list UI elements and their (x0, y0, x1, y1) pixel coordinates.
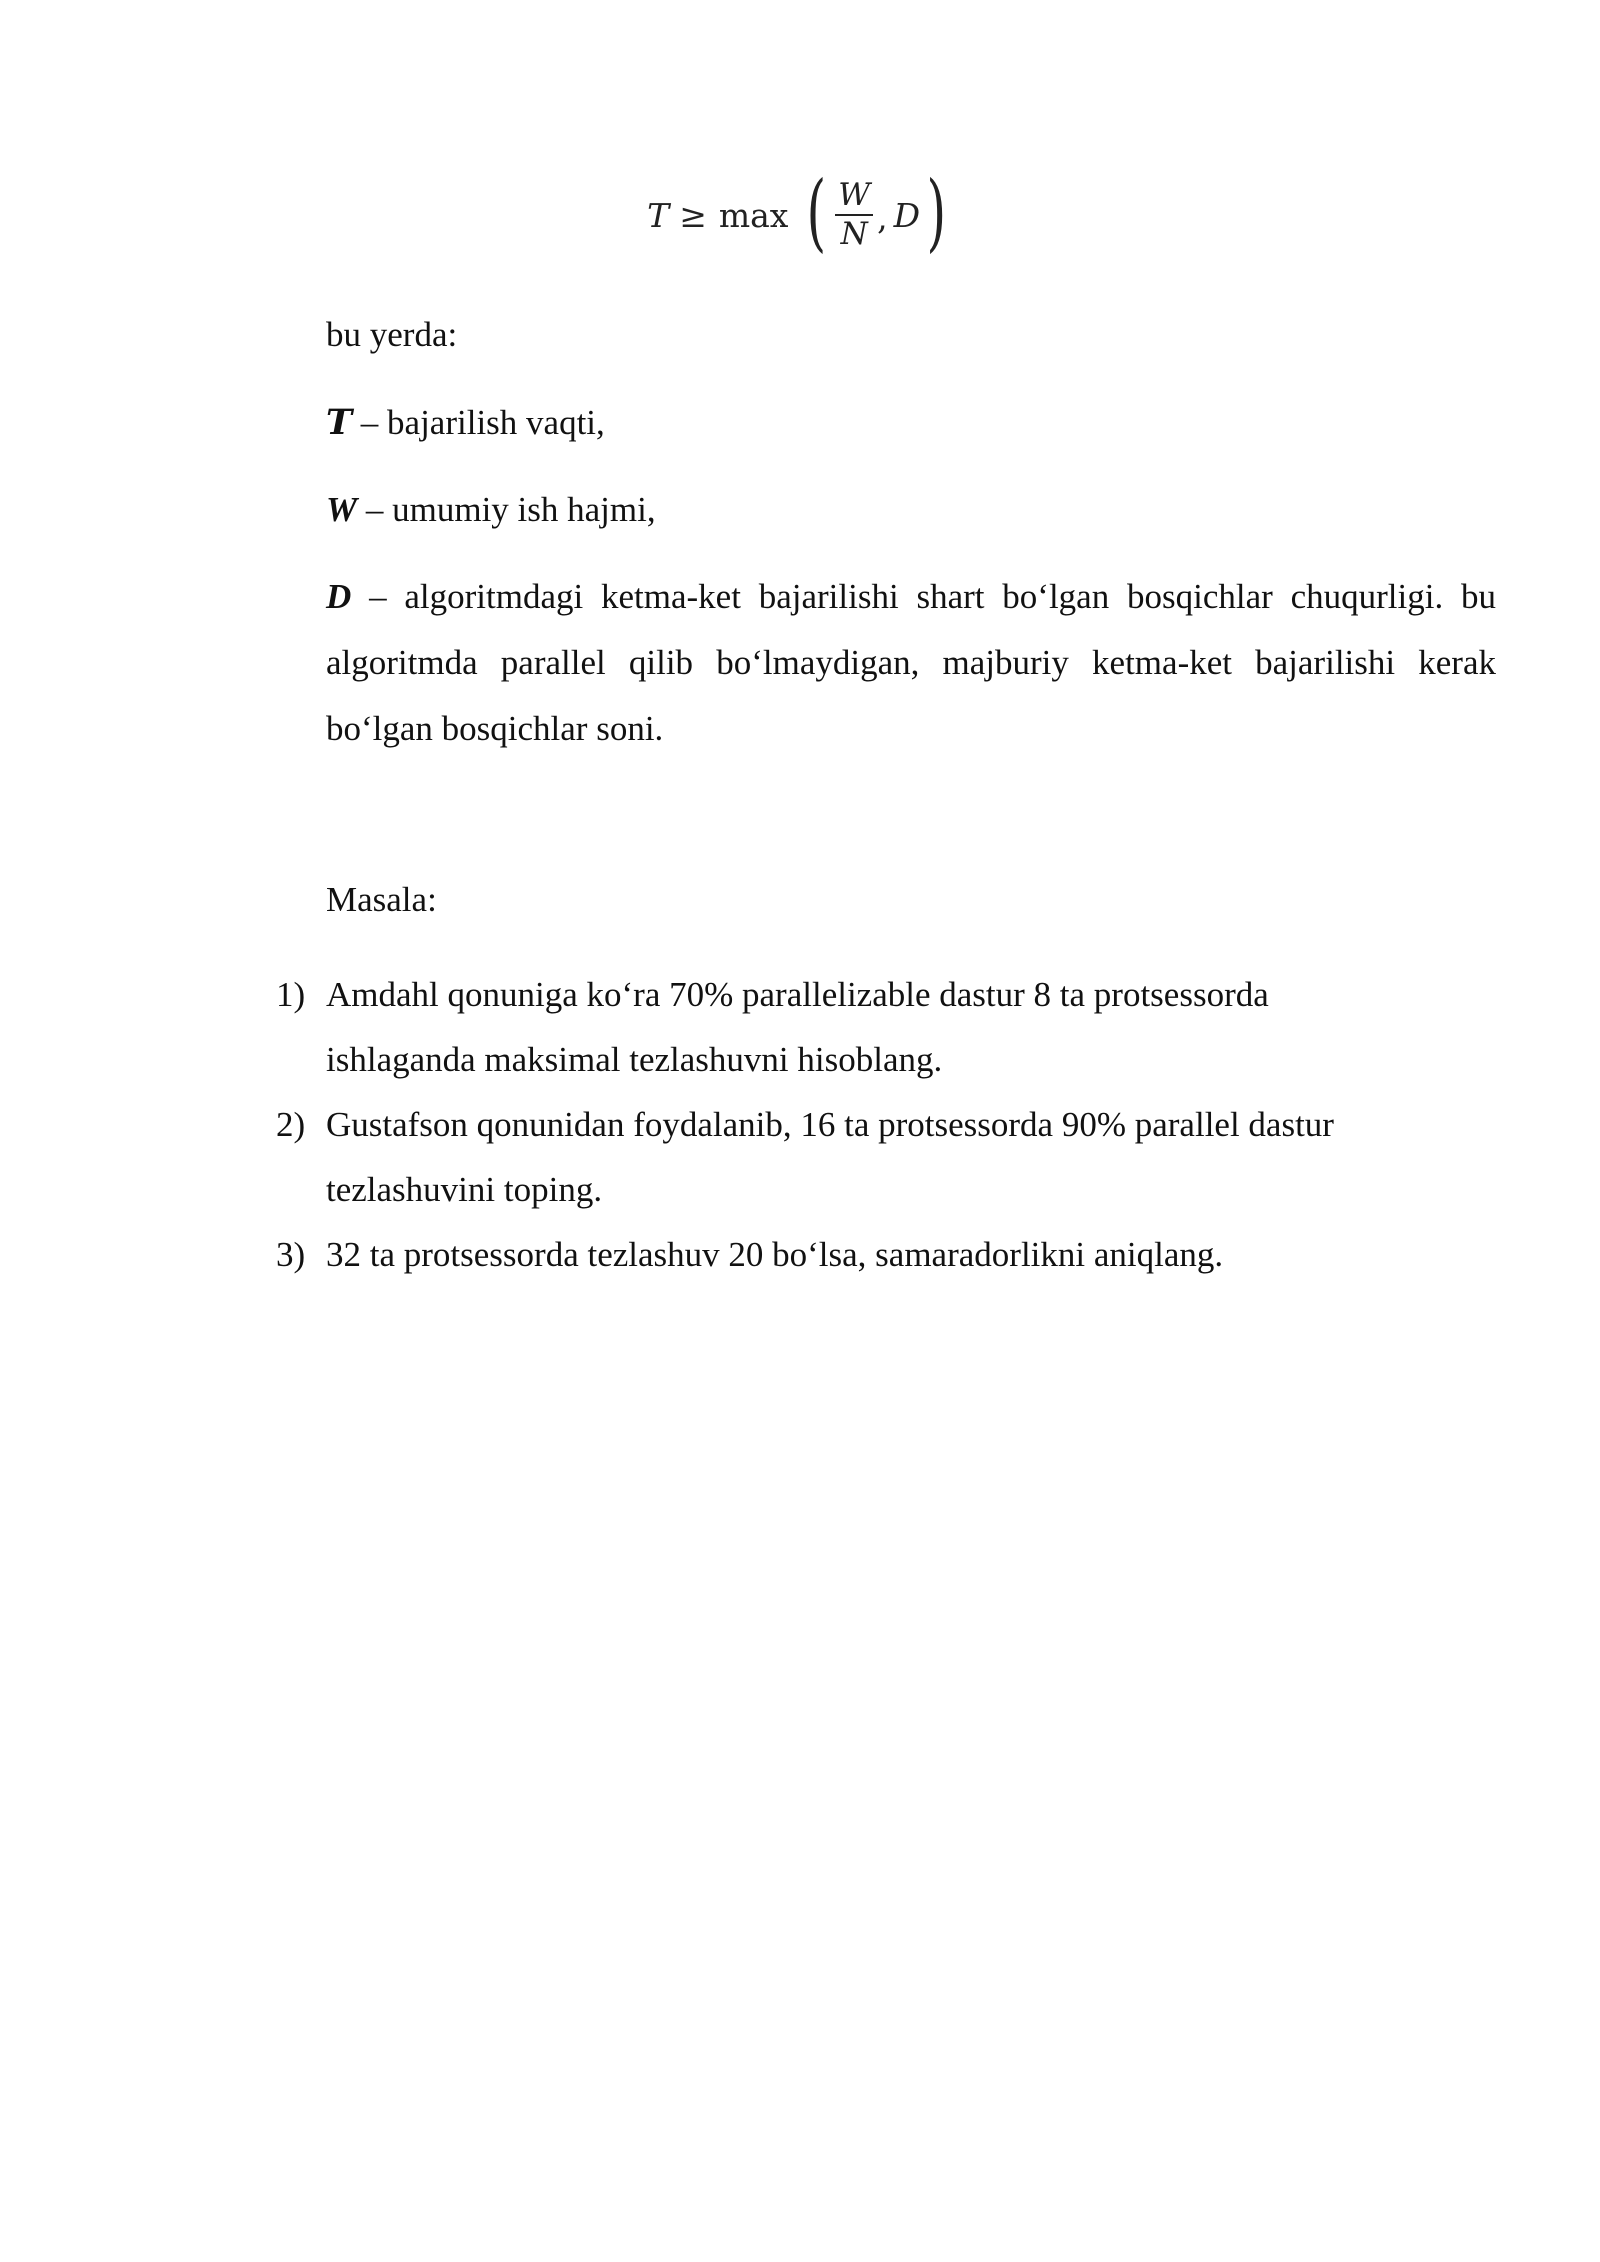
formula-block (0, 165, 1600, 265)
definition-t (326, 400, 605, 445)
problem-heading: Masala: (326, 880, 437, 919)
definition-text: – bajarilish vaqti, (352, 403, 605, 442)
list-item-number: 1) (276, 975, 306, 1014)
list-item (276, 962, 1416, 1092)
formula-comma: , (877, 198, 888, 237)
definition-text: – algoritmdagi ketma-ket bajarilishi shart bo‘lgan bosqichlar chuqurligi. bu algoritmda parallel qilib bo‘lmaydigan, majburiy ketma-ket bajarilishi kerak bo‘lgan bosqichlar soni. (326, 577, 1496, 748)
list-item (276, 1092, 1416, 1222)
definition-symbol: D (326, 577, 352, 616)
formula-right-paren: ) (926, 163, 947, 261)
formula-numerator: W (835, 179, 873, 216)
list-item (276, 1222, 1416, 1287)
formula-left-paren: ( (806, 163, 827, 261)
formula-lhs: T (647, 195, 670, 235)
definition-text: – umumiy ish hajmi, (357, 490, 656, 529)
definition-w (326, 487, 656, 532)
list-item-number: 2) (276, 1105, 306, 1144)
formula-operator: max (718, 195, 789, 235)
formula-denominator: N (840, 216, 868, 252)
list-item-text: Gustafson qonunidan foydalanib, 16 ta protsessorda 90% parallel dastur tezlashuvini toping. (326, 1105, 1334, 1209)
list-item-number: 3) (276, 1235, 306, 1274)
definition-symbol: T (326, 402, 353, 443)
definition-symbol: W (326, 490, 358, 529)
definition-d (326, 564, 1496, 762)
intro-text: bu yerda: (326, 315, 458, 354)
list-item-text: Amdahl qonuniga ko‘ra 70% parallelizable dastur 8 ta protsessorda ishlaganda maksimal tezlashuvni hisoblang. (326, 975, 1269, 1079)
list-item-text: 32 ta protsessorda tezlashuv 20 bo‘lsa, samaradorlikni aniqlang. (326, 1235, 1224, 1274)
formula-relation: ≥ (679, 195, 707, 235)
formula-fraction (835, 176, 873, 252)
formula-second-arg: D (893, 195, 921, 235)
problem-list (276, 962, 1416, 1287)
